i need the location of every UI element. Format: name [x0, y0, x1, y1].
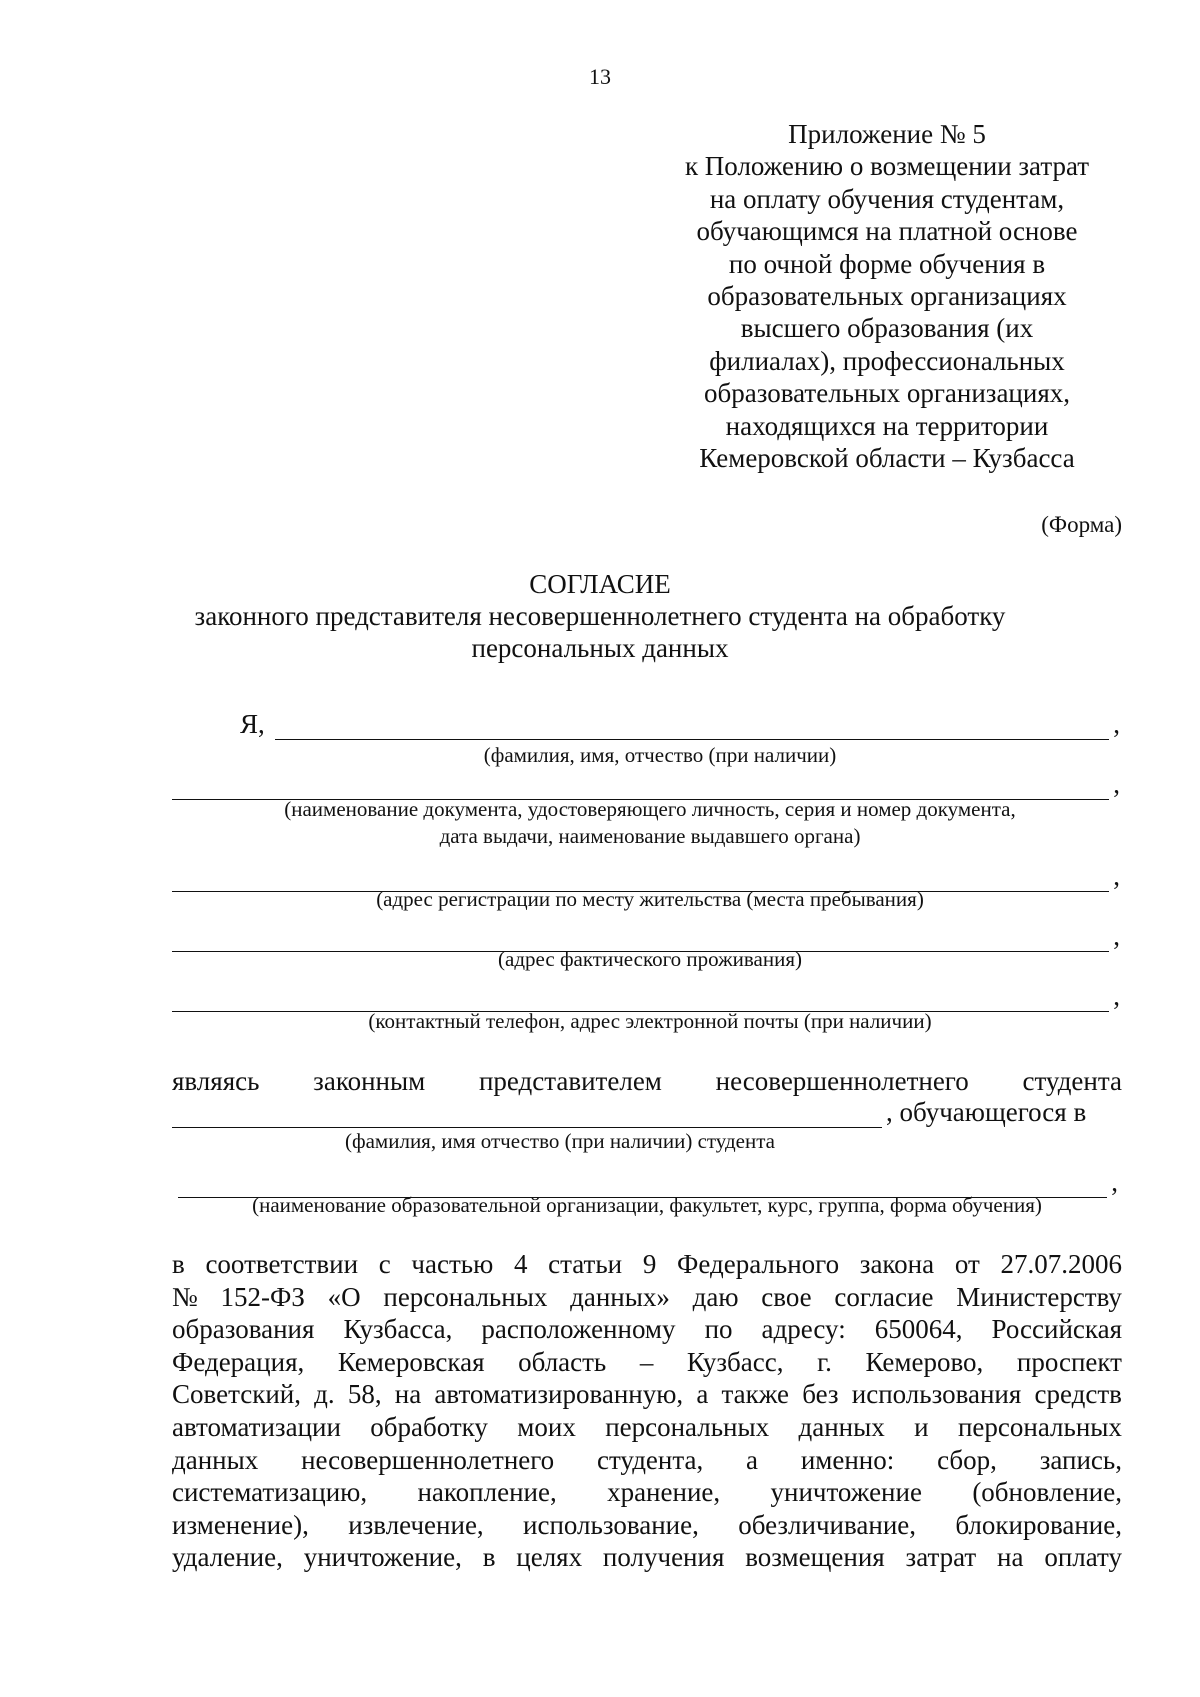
body-word: автоматизации	[172, 1411, 341, 1442]
body-word: Федерального	[677, 1249, 840, 1279]
appendix-line: на оплату обучения студентам,	[709, 183, 1065, 214]
body-word: с	[378, 1249, 391, 1279]
body-word: возмещения	[745, 1542, 885, 1573]
body-word: 9	[642, 1249, 657, 1279]
organization-suffix: ,	[1111, 1167, 1118, 1197]
appendix-line: Приложение № 5	[788, 119, 986, 149]
body-word: изменение),	[172, 1509, 309, 1540]
body-word: закона	[859, 1249, 935, 1279]
body-word: статьи	[548, 1249, 623, 1279]
body-word: адресу:	[761, 1314, 846, 1345]
body-word: средств	[1034, 1379, 1122, 1410]
document-subtitle: законного представителя несовершеннолетнего студента на обработку персональных данных	[194, 601, 1006, 663]
body-word: д.	[314, 1379, 335, 1410]
body-word: использования	[851, 1379, 1022, 1410]
body-word: 152-ФЗ	[220, 1281, 305, 1312]
body-word: использование,	[523, 1509, 699, 1540]
body-line	[172, 1411, 1122, 1444]
body-word: несовершеннолетнего	[301, 1444, 555, 1475]
body-word: №	[172, 1281, 198, 1312]
name-field-row	[240, 706, 1120, 740]
body-word: частью	[411, 1249, 494, 1279]
body-word: хранение,	[607, 1477, 721, 1508]
statement-word: законным	[313, 1066, 426, 1096]
body-word: получения	[602, 1542, 725, 1573]
body-word: в	[172, 1249, 185, 1279]
body-line	[172, 1378, 1122, 1411]
body-word: образования	[172, 1314, 315, 1345]
body-word: свое	[761, 1281, 812, 1312]
body-word: по	[704, 1314, 733, 1345]
body-word: г.	[817, 1346, 832, 1377]
registration-address-suffix: ,	[1113, 861, 1120, 891]
appendix-line: образовательных организациях,	[704, 378, 1070, 409]
body-word: обработку	[370, 1411, 488, 1442]
body-word: уничтожение	[770, 1477, 922, 1508]
body-line	[172, 1541, 1122, 1574]
actual-address-caption: (адрес фактического проживания)	[498, 947, 802, 971]
body-word: Кузбасса,	[343, 1314, 453, 1345]
body-line	[172, 1509, 1122, 1542]
document-field-caption: (наименование документа, удостоверяющего личность, серия и номер документа, дата выдачи, наименование выдавшего органа)	[284, 797, 1016, 848]
actual-address-suffix: ,	[1113, 921, 1120, 951]
body-word: затрат	[905, 1542, 977, 1573]
body-word: без	[802, 1379, 839, 1410]
body-word: запись,	[1039, 1444, 1122, 1475]
body-word: персональных	[605, 1411, 770, 1442]
body-word: Российская	[991, 1314, 1122, 1345]
body-word: расположенному	[481, 1314, 676, 1345]
appendix-line: обучающимся на платной основе	[696, 216, 1078, 247]
body-word: (обновление,	[972, 1477, 1122, 1508]
body-word: Министерству	[956, 1281, 1122, 1312]
organization-caption: (наименование образовательной организации, факультет, курс, группа, форма обучения)	[252, 1193, 1042, 1217]
representative-statement	[172, 1066, 1122, 1097]
student-name-caption: (фамилия, имя отчество (при наличии) студента	[345, 1129, 775, 1153]
body-line	[172, 1248, 1122, 1281]
appendix-line: Кемеровской области – Кузбасса	[699, 443, 1075, 474]
body-word: проспект	[1016, 1346, 1122, 1377]
body-word: на	[394, 1379, 422, 1410]
name-field-caption: (фамилия, имя, отчество (при наличии)	[483, 743, 837, 767]
body-line	[172, 1476, 1122, 1509]
student-name-row	[172, 1094, 1112, 1128]
appendix-line: высшего образования (их	[740, 313, 1034, 344]
contacts-row	[172, 978, 1120, 1012]
document-field-row	[172, 766, 1120, 800]
body-word: обезличивание,	[738, 1509, 917, 1540]
contacts-caption: (контактный телефон, адрес электронной почты (при наличии)	[368, 1009, 932, 1033]
statement-word: студента	[1022, 1066, 1122, 1096]
body-word: моих	[517, 1411, 576, 1442]
document-field-suffix: ,	[1113, 769, 1120, 799]
name-field-prefix: Я,	[240, 709, 265, 739]
body-word: 4	[513, 1249, 528, 1279]
body-word: и	[914, 1411, 929, 1442]
body-word: 650064,	[874, 1314, 963, 1345]
body-word: Кузбасс,	[686, 1346, 784, 1377]
name-field-suffix: ,	[1113, 709, 1120, 739]
body-word: именно:	[800, 1444, 895, 1475]
body-word: персональных	[383, 1281, 548, 1312]
body-word: на	[997, 1542, 1024, 1573]
body-word: Советский,	[172, 1379, 301, 1410]
appendix-header	[632, 118, 1142, 474]
body-word: оплату	[1044, 1542, 1122, 1573]
body-word: студента,	[596, 1444, 704, 1475]
body-word: соответствии	[205, 1249, 359, 1279]
student-name-blank[interactable]	[172, 1101, 882, 1128]
body-word: персональных	[957, 1411, 1122, 1442]
document-title: СОГЛАСИЕ	[529, 569, 671, 599]
contacts-suffix: ,	[1113, 981, 1120, 1011]
body-word: данных	[798, 1411, 885, 1442]
body-word: а	[746, 1444, 759, 1475]
appendix-line: образовательных организациях	[707, 281, 1067, 312]
body-word: удаление,	[172, 1542, 283, 1573]
body-word: извлечение,	[348, 1509, 484, 1540]
statement-word: несовершеннолетнего	[715, 1066, 969, 1096]
statement-word: являясь	[172, 1066, 260, 1096]
body-word: даю	[692, 1281, 739, 1312]
body-word: данных»	[570, 1281, 670, 1312]
body-line	[172, 1444, 1122, 1477]
appendix-line: находящихся на территории	[725, 410, 1049, 441]
body-word: область	[518, 1346, 607, 1377]
appendix-line: филиалах), профессиональных	[709, 345, 1065, 376]
body-word: автоматизированную,	[434, 1379, 684, 1410]
body-word: уничтожение,	[303, 1542, 462, 1573]
statement-word: представителем	[478, 1066, 662, 1096]
consent-body-text	[172, 1248, 1122, 1574]
body-word: блокирование,	[955, 1509, 1122, 1540]
registration-address-caption: (адрес регистрации по месту жительства (места пребывания)	[376, 887, 924, 911]
body-word: от	[954, 1249, 980, 1279]
body-word: Кемерово,	[865, 1346, 984, 1377]
appendix-line: к Положению о возмещении затрат	[684, 151, 1090, 182]
body-word: 27.07.2006	[1000, 1249, 1122, 1279]
form-label: (Форма)	[1041, 512, 1122, 537]
body-line	[172, 1313, 1122, 1346]
body-line	[172, 1346, 1122, 1379]
body-word: в	[482, 1542, 496, 1573]
body-word: данных	[172, 1444, 259, 1475]
body-word: накопление,	[417, 1477, 557, 1508]
name-field-blank[interactable]	[275, 713, 1109, 740]
body-word: Кемеровская	[337, 1346, 485, 1377]
body-word: 58,	[347, 1379, 382, 1410]
body-word: а	[696, 1379, 709, 1410]
body-word: также	[721, 1379, 790, 1410]
appendix-line: по очной форме обучения в	[728, 248, 1046, 279]
body-word: целях	[516, 1542, 583, 1573]
page-number: 13	[589, 64, 611, 89]
student-name-suffix: , обучающегося в	[886, 1097, 1087, 1127]
body-line	[172, 1281, 1122, 1314]
body-word: –	[639, 1346, 654, 1377]
body-word: систематизацию,	[172, 1477, 368, 1508]
body-word: «О	[327, 1281, 361, 1312]
body-word: сбор,	[937, 1444, 997, 1475]
body-word: Федерация,	[172, 1346, 305, 1377]
body-word: согласие	[834, 1281, 934, 1312]
